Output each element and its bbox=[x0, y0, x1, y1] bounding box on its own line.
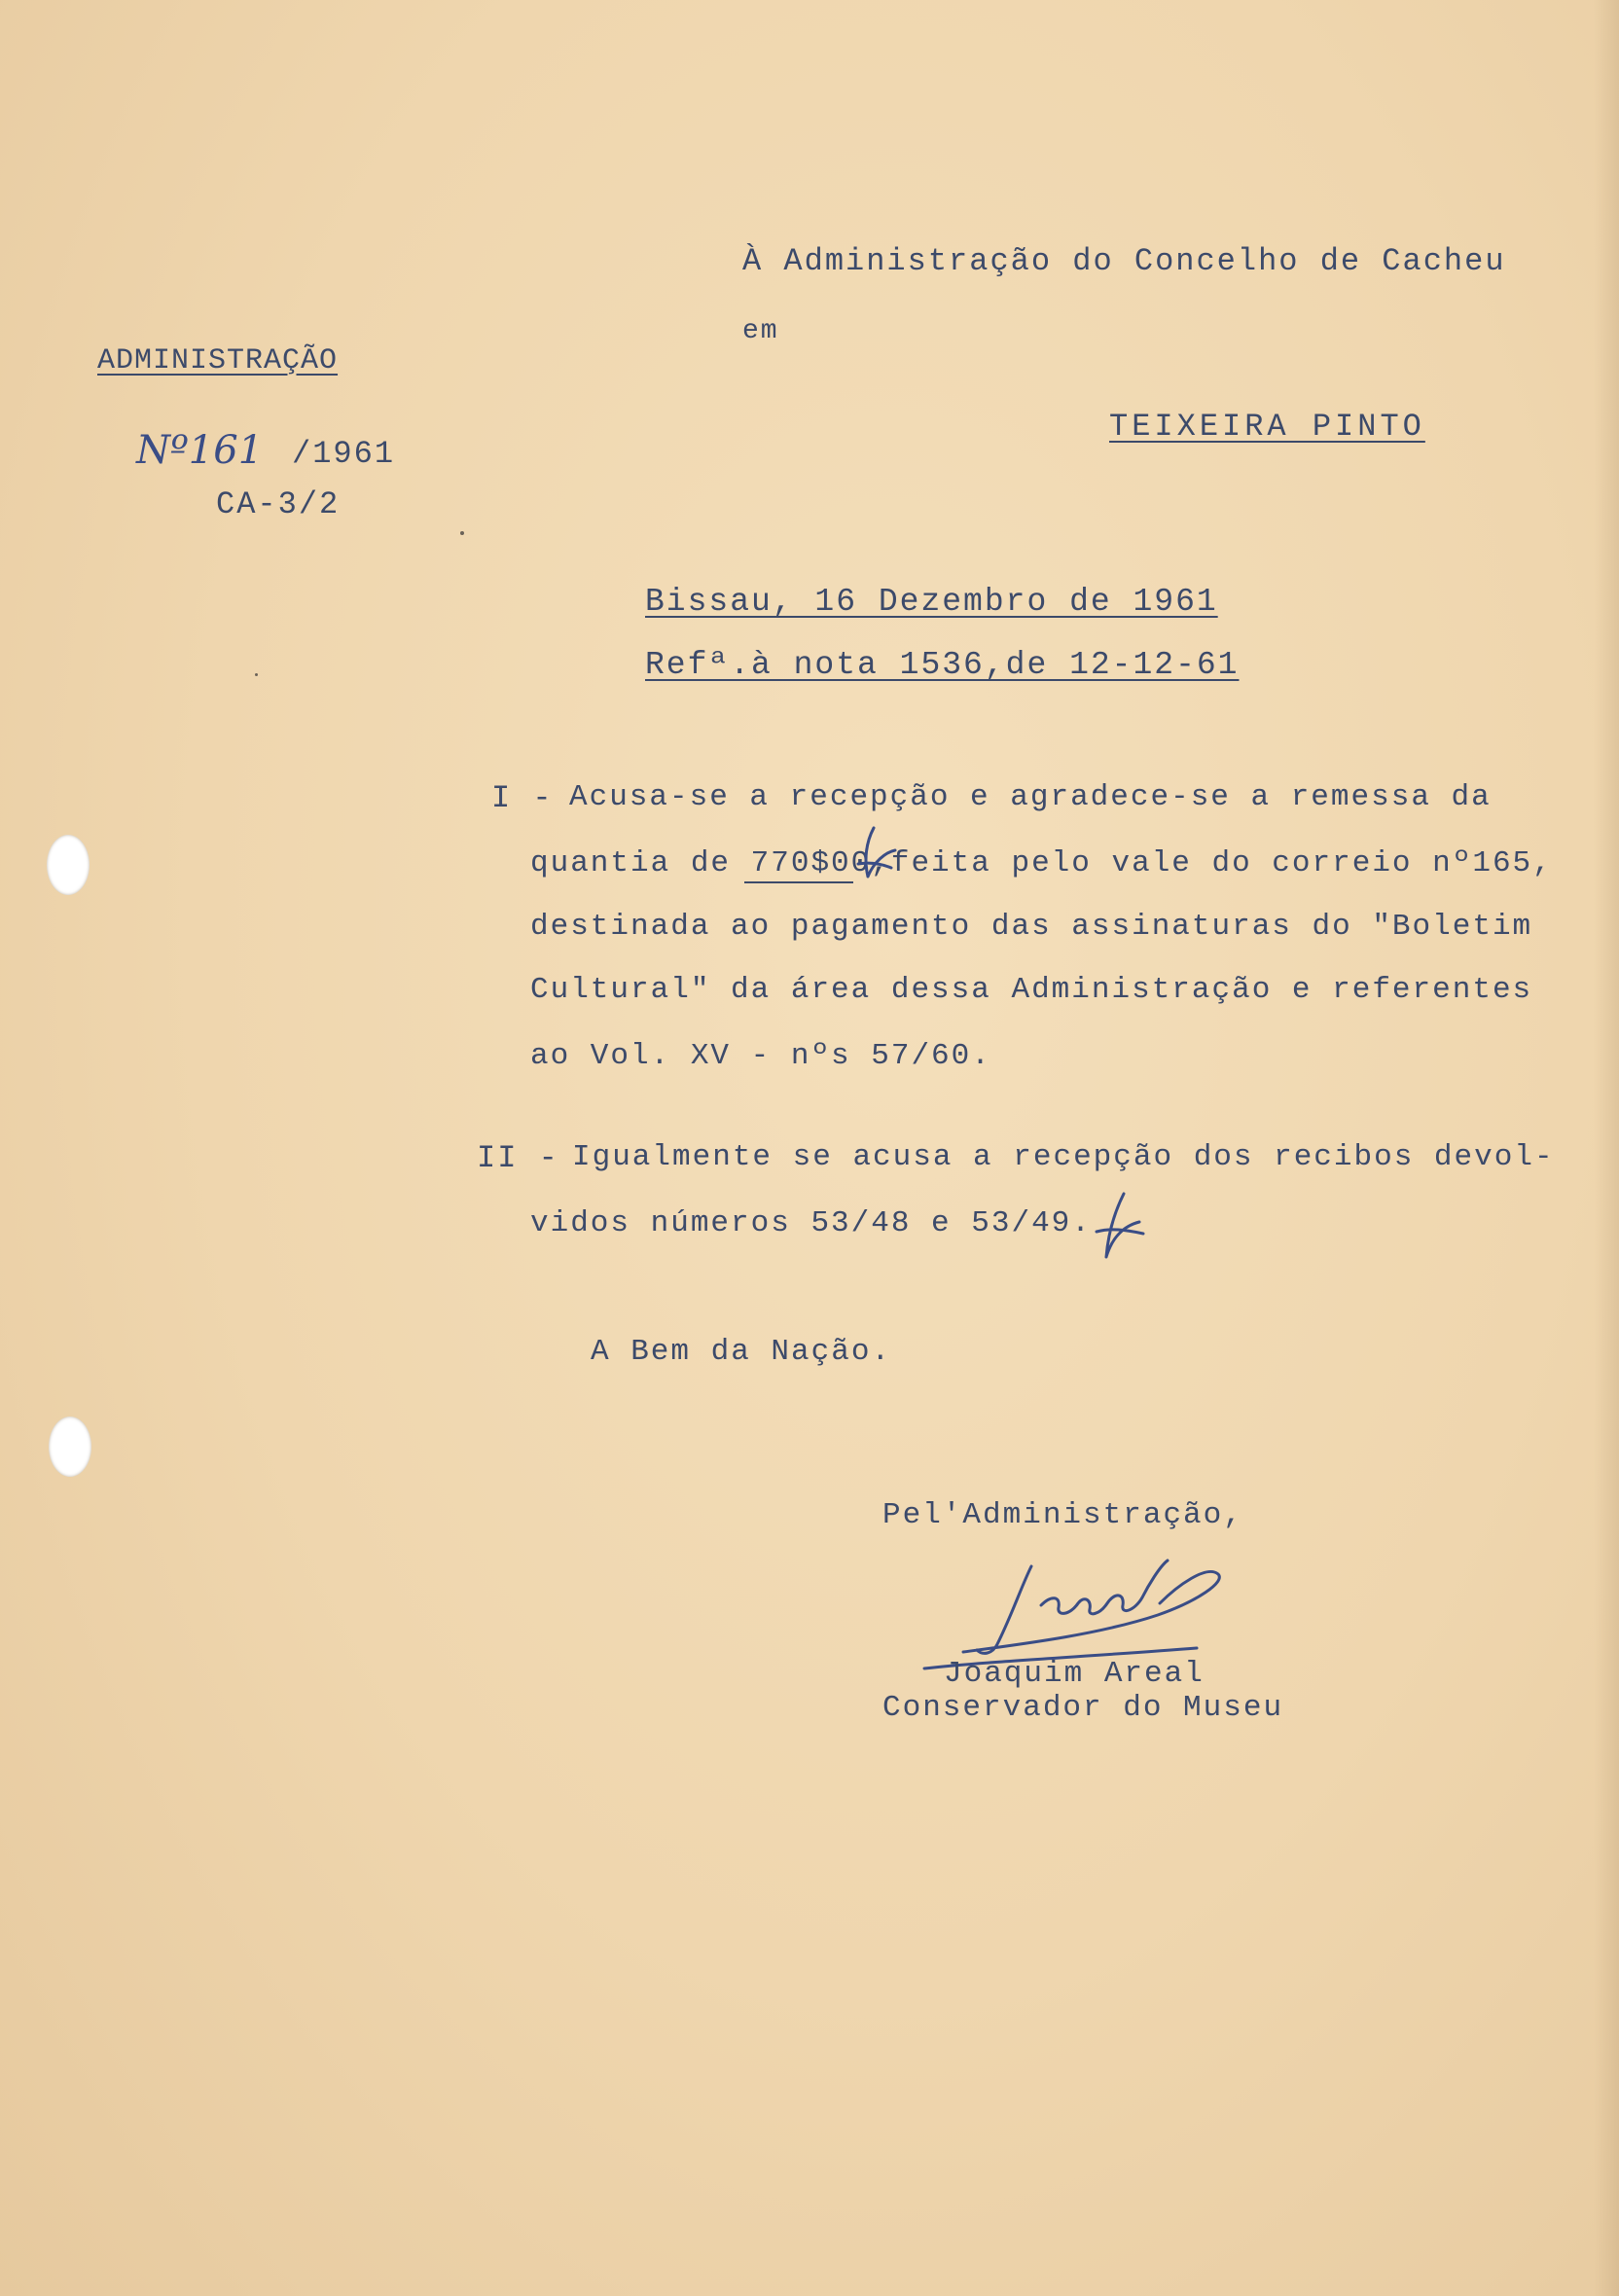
paragraph-2-marker: II - bbox=[477, 1140, 559, 1176]
check-mark-amount bbox=[845, 823, 903, 901]
punch-hole-bottom bbox=[49, 1417, 91, 1477]
signatory-name: Joaquim Areal bbox=[944, 1657, 1205, 1691]
paragraph-1-line-5: ao Vol. XV - nºs 57/60. bbox=[530, 1039, 991, 1073]
paragraph-1-line-4: Cultural" da área dessa Administração e referentes bbox=[530, 973, 1533, 1007]
office-heading: ADMINISTRAÇÃO bbox=[97, 344, 339, 377]
ref-line: Refª.à nota 1536,de 12-12-61 bbox=[645, 647, 1240, 683]
punch-hole-top bbox=[47, 835, 90, 895]
paragraph-2-line-1: Igualmente se acusa a recepção dos recibos devol- bbox=[572, 1140, 1555, 1174]
reference-code: CA-3/2 bbox=[216, 486, 341, 522]
reference-year: /1961 bbox=[292, 436, 396, 472]
paragraph-1-line-3: destinada ao pagamento das assinaturas do "Boletim bbox=[530, 910, 1533, 944]
paper-edge-shadow bbox=[1594, 0, 1619, 2296]
signatory-title: Conservador do Museu bbox=[882, 1691, 1284, 1725]
paragraph-1-line-2: quantia de 770$00,feita pelo vale do correio nº165, bbox=[530, 846, 1553, 880]
destination-town: TEIXEIRA PINTO bbox=[1109, 409, 1425, 445]
address-em: em bbox=[742, 316, 779, 346]
handwritten-signature bbox=[905, 1547, 1236, 1673]
paragraph-1-marker: I - bbox=[491, 780, 554, 816]
address-line: À Administração do Concelho de Cacheu bbox=[742, 243, 1506, 279]
paper-fleck bbox=[255, 673, 258, 676]
date-line: Bissau, 16 Dezembro de 1961 bbox=[645, 584, 1218, 620]
paragraph-1-line-1: Acusa-se a recepção e agradece-se a remessa da bbox=[569, 780, 1492, 814]
paragraph-2-line-2: vidos números 53/48 e 53/49. bbox=[530, 1206, 1092, 1240]
closing-salutation: A Bem da Nação. bbox=[591, 1335, 892, 1369]
check-mark-receipts bbox=[1085, 1189, 1153, 1267]
on-behalf-line: Pel'Administração, bbox=[882, 1498, 1243, 1532]
amount-underline bbox=[744, 881, 853, 883]
paper-fleck bbox=[460, 531, 464, 535]
handwritten-number: Nº161 bbox=[136, 428, 264, 473]
